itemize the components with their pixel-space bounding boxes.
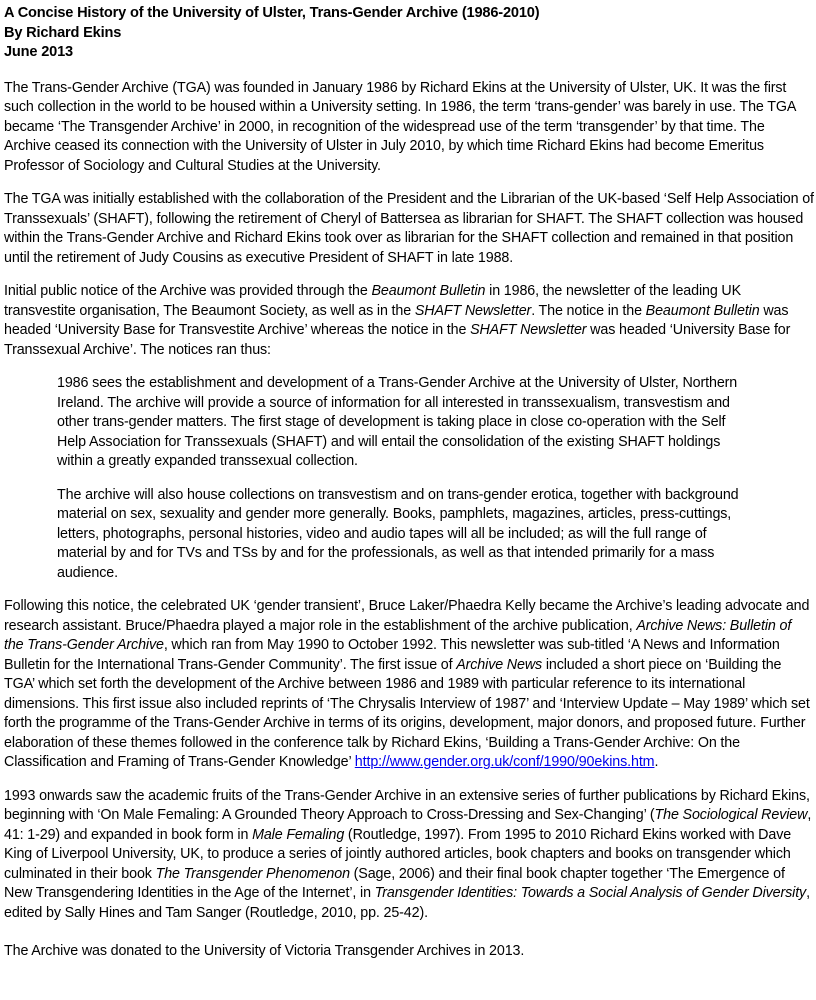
publication-shaft-newsletter: SHAFT Newsletter <box>414 302 532 319</box>
journal-sociological-review: The Sociological Review <box>654 807 808 824</box>
paragraph-publications <box>4 787 814 924</box>
publication-archive-news-full: Archive News: Bulletin of the Trans-Gender Archive <box>4 617 792 654</box>
text-segment: , 41: 1-29) and expanded in book form in <box>4 807 812 843</box>
text-segment: , edited by Sally Hines and Tam Sanger (Routledge, 2010, pp. 25-42). <box>4 885 810 921</box>
text-segment: (Sage, 2006) and their final book chapter together ‘The Emergence of New Transgendering Identities in the Age of the Internet’, in <box>4 865 785 902</box>
book-transgender-phenomenon: The Transgender Phenomenon <box>155 865 350 882</box>
text-segment: Following this notice, the celebrated UK ‘gender transient’, Bruce Laker/Phaedra Kelly became the Archive’s leading advocate and research assistant. Bruce/Phaedra played a major role in the establishment of the archive publication, <box>4 598 810 634</box>
publication-shaft-newsletter-2: SHAFT Newsletter <box>470 322 587 339</box>
text-segment: Initial public notice of the Archive was provided through the <box>4 283 372 300</box>
text-segment: was headed ‘University Base for Transvestite Archive’ whereas the notice in the <box>4 302 789 339</box>
text-segment: 1993 onwards saw the academic fruits of the Trans-Gender Archive in an extensive series of further publications by Richard Ekins, beginning with ‘On Male Femaling: A Grounded Theory Approach to Cross-Dressing and Sex-Changing’ ( <box>4 787 810 824</box>
blockquote-first-notice: 1986 sees the establishment and development of a Trans-Gender Archive at the University of Ulster, Northern Ireland. The archive will provide a source of information for all interested in transsexualism, transvestism and other trans-gender matters. The first stage of development is taking place in close co-operation with the Self Help Association for Transsexuals (SHAFT) and will entail the consolidation of the existing SHAFT holdings within a greatly expanded transsexual collection. <box>57 375 738 470</box>
blockquote-second-notice: The archive will also house collections on transvestism and on trans-gender erotica, together with background material on sex, sexuality and gender more generally. Books, pamphlets, magazines, articles, press-cuttings, letters, photographs, personal histories, video and audio tapes will all be included; as will the full range of material by and for TVs and TSs by and for the professionals, as well as that intended primarily for a mass audience. <box>57 486 739 581</box>
paragraph-founding: The Trans-Gender Archive (TGA) was founded in January 1986 by Richard Ekins at the University of Ulster, UK. It was the first such collection in the world to be housed within a University setting. In 1986, the term ‘trans-gender’ was barely in use. The TGA became ‘The Transgender Archive’ in 2000, in recognition of the widespread use of the term ‘transgender’ by that time. The Archive ceased its connection with the University of Ulster in July 2010, by which time Richard Ekins had become Emeritus Professor of Sociology and Cultural Studies at the University. <box>4 79 796 174</box>
publication-beaumont-bulletin: Beaumont Bulletin <box>371 283 486 300</box>
publication-archive-news: Archive News <box>456 656 543 673</box>
document-date: June 2013 <box>4 44 73 61</box>
text-segment: included a short piece on ‘Building the TGA’ which set forth the development of the Archive between 1986 and 1989 with particular reference to its international dimensions. This first issue also included reprints of ‘The Chrysalis Interview of 1987’ and ‘Interview Update – May 1989’ which set forth the programme of the Trans-Gender Archive in terms of its origins, development, major donors, and proposed future. Further elaboration of these themes followed in the conference talk by Richard Ekins, ‘Building a Trans-Gender Archive: On the Classification and Framing of Trans-Gender Knowledge’ <box>4 656 810 771</box>
text-segment: , which ran from May 1990 to October 1992. This newsletter was sub-titled ‘A News and Information Bulletin for the International Trans-Gender Community’. The first issue of <box>4 637 780 673</box>
text-segment: (Routledge, 1997). From 1995 to 2010 Richard Ekins worked with Dave King of Liverpool University, UK, to produce a series of jointly authored articles, book chapters and books on transgender which culminated in their book <box>4 826 792 882</box>
paragraph-archive-news <box>4 597 814 773</box>
paragraph-shaft-collaboration: The TGA was initially established with the collaboration of the President and the Librarian of the UK-based ‘Self Help Association of Transsexuals’ (SHAFT), following the retirement of Cheryl of Battersea as librarian for SHAFT. The SHAFT collection was housed within the Trans-Gender Archive and Richard Ekins took over as librarian for the SHAFT collection and remained in that position until the retirement of Judy Cousins as executive President of SHAFT in late 1988. <box>4 191 814 266</box>
text-segment: . The notice in the <box>531 302 646 319</box>
document-body <box>4 4 814 962</box>
paragraph-public-notice <box>4 282 814 360</box>
text-segment: was headed ‘University Base for Transsexual Archive’. The notices ran thus: <box>4 322 791 358</box>
text-segment: in 1986, the newsletter of the leading UK transvestite organisation, The Beaumont Society, as well as in the <box>4 283 742 319</box>
publication-beaumont-bulletin-2: Beaumont Bulletin <box>645 302 760 319</box>
text-segment: . <box>654 754 659 771</box>
document-heading <box>4 4 814 63</box>
document-author: By Richard Ekins <box>4 24 122 41</box>
book-transgender-identities: Transgender Identities: Towards a Social Analysis of Gender Diversity <box>374 885 807 902</box>
document-title: A Concise History of the University of Ulster, Trans-Gender Archive (1986-2010) <box>4 5 540 21</box>
paragraph-donation: The Archive was donated to the University of Victoria Transgender Archives in 2013. <box>4 943 525 960</box>
conference-talk-link[interactable]: http://www.gender.org.uk/conf/1990/90ekins.htm <box>354 754 655 771</box>
book-male-femaling: Male Femaling <box>252 826 345 843</box>
